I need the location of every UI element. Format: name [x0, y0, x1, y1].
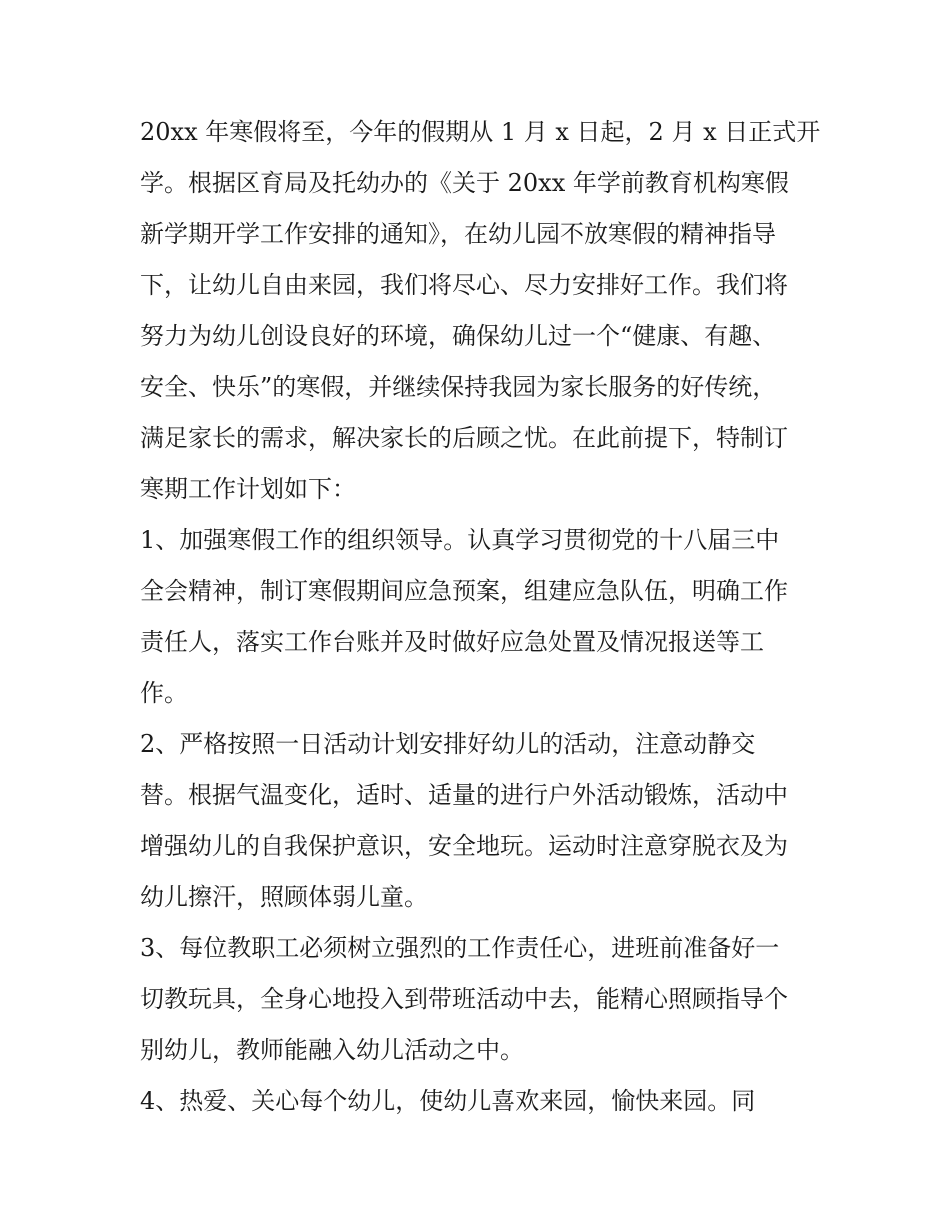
- text-line: 寒期工作计划如下：: [140, 475, 356, 503]
- text-line: 2、严格按照一日活动计划安排好幼儿的活动，注意动静交: [140, 730, 756, 758]
- text-line: 下，让幼儿自由来园，我们将尽心、尽力安排好工作。我们将: [140, 271, 788, 299]
- text-line: 满足家长的需求，解决家长的后顾之忧。在此前提下，特制订: [140, 424, 788, 452]
- text-line: 替。根据气温变化，适时、适量的进行户外活动锻炼，活动中: [140, 781, 788, 809]
- text-line: 全会精神，制订寒假期间应急预案，组建应急队伍，明确工作: [140, 577, 788, 605]
- text-line: 新学期开学工作安排的通知》，在幼儿园不放寒假的精神指导: [140, 220, 776, 248]
- text-line: 努力为幼儿创设良好的环境，确保幼儿过一个“健康、有趣、: [140, 322, 777, 350]
- text-line: 作。: [140, 679, 188, 707]
- text-line: 切教玩具，全身心地投入到带班活动中去，能精心照顾指导个: [140, 985, 788, 1013]
- text-line: 3、每位教职工必须树立强烈的工作责任心，进班前准备好一: [140, 934, 780, 962]
- document-body: [140, 107, 820, 1127]
- text-line: 幼儿擦汗，照顾体弱儿童。: [140, 883, 428, 911]
- text-line: 责任人，落实工作台账并及时做好应急处置及情况报送等工: [140, 628, 764, 656]
- text-line: 1、加强寒假工作的组织领导。认真学习贯彻党的十八届三中: [140, 526, 780, 554]
- text-line: 别幼儿，教师能融入幼儿活动之中。: [140, 1036, 524, 1064]
- text-line: 4、热爱、关心每个幼儿，使幼儿喜欢来园，愉快来园。同: [140, 1087, 756, 1115]
- text-line: 20xx 年寒假将至，今年的假期从 1 月 x 日起，2 月 x 日正式开: [140, 118, 820, 146]
- text-line: 增强幼儿的自我保护意识，安全地玩。运动时注意穿脱衣及为: [140, 832, 788, 860]
- text-line: 学。根据区育局及托幼办的《关于 20xx 年学前教育机构寒假: [140, 169, 789, 197]
- text-line: 安全、快乐”的寒假，并继续保持我园为家长服务的好传统，: [140, 373, 777, 401]
